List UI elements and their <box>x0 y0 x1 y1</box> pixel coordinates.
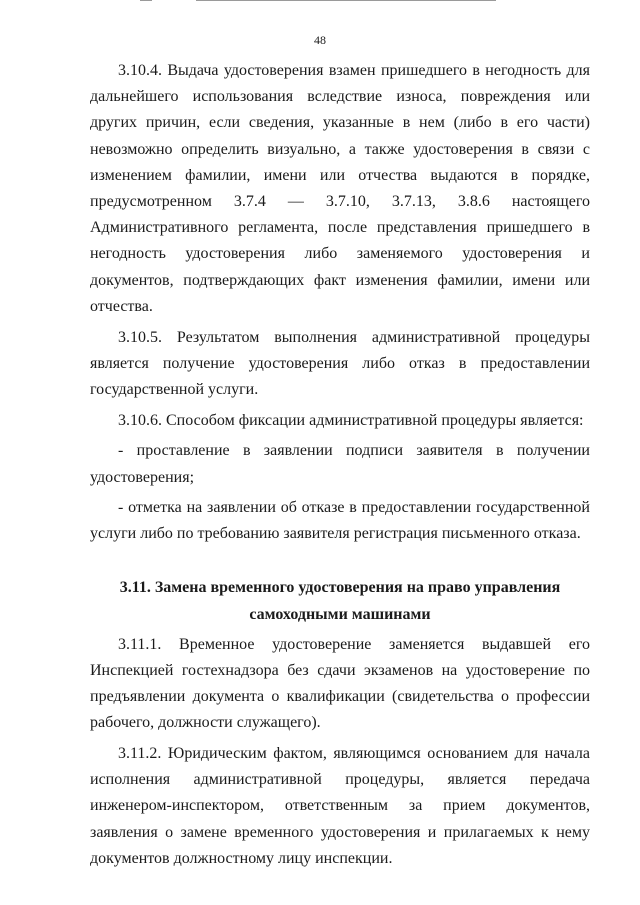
paragraph-3-10-6: 3.10.6. Способом фиксации административной процедуры является: <box>118 411 584 429</box>
paragraph-3-11-1: 3.11.1. Временное удостоверение заменяется выдавшей его Инспекцией гостехнадзора без сдачи экзаменов на удостоверение по предъявлении документа о квалификации (свидетельства о профессии рабочего, должности служащего). <box>90 635 590 732</box>
document-body <box>90 58 590 876</box>
page-number: 48 <box>314 33 326 47</box>
paragraph-3-11-2: 3.11.2. Юридическим фактом, являющимся основанием для начала исполнения административной процедуры, является передача инженером-инспектором, ответственным за прием документов, заявления о замене временного удостоверения и прилагаемых к нему документов должностному лицу инспекции. <box>90 744 590 867</box>
list-item-refusal-note: - отметка на заявлении об отказе в предоставлении государственной услуги либо по требованию заявителя регистрация письменного отказа. <box>90 499 590 543</box>
list-item-signature: - проставление в заявлении подписи заявителя в получении удостоверения; <box>90 442 590 486</box>
section-heading-3-11 <box>90 574 590 628</box>
section-heading-line-2: самоходными машинами <box>249 605 431 623</box>
paragraph-3-10-4: 3.10.4. Выдача удостоверения взамен пришедшего в негодность для дальнейшего использования вследствие износа, повреждения или других причин, если сведения, указанные в нем (либо в его части) невозможно определить визуально, а также удостоверения в связи с изменением фамилии, имени или отчества выдаются в порядке, предусмотренном 3.7.4 — 3.7.10, 3.7.13, 3.8.6 настоящего Административного регламента, после представления пришедшего в негодность удостоверения либо заменяемого удостоверения и документов, подтверждающих факт изменения фамилии, имени или отчества. <box>90 62 590 315</box>
section-heading-line-1: 3.11. Замена временного удостоверения на право управления <box>119 578 561 596</box>
paragraph-3-10-5: 3.10.5. Результатом выполнения административной процедуры является получение удостоверения либо отказ в предоставлении государственной услуги. <box>90 328 590 398</box>
scan-edge-mark <box>140 0 152 1</box>
scan-edge-mark <box>196 0 496 1</box>
